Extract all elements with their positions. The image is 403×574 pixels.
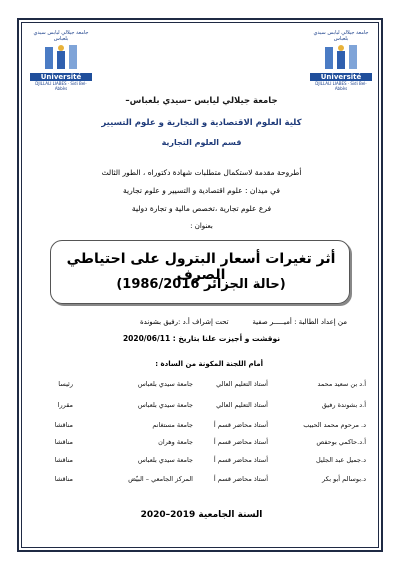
logo-brand: Université [30, 73, 92, 81]
member-name: أ.د.حاكمي بوحفص [316, 438, 366, 446]
member-rank: أستاذ التعليم العالي [216, 401, 268, 409]
thesis-title-box [50, 240, 350, 304]
thesis-purpose: أطروحة مقدمة لاستكمال متطلبات شهادة دكتوراه ، الطور الثالث [101, 168, 302, 177]
thesis-subtitle: (حالة الجزائر 1986/2016) [116, 277, 286, 292]
logo-caption: جامعة جيلالي ليابس سيدي بلعباس [33, 30, 89, 42]
defense-date: نوقشت و أجيزت علنا بتاريخ : 2020/06/11 [122, 334, 281, 343]
member-rank: أستاذ محاضر قسم أ [213, 421, 268, 429]
member-institution: جامعة مستغانم [152, 421, 193, 429]
academic-year: السنة الجامعية 2019–2020 [140, 510, 263, 520]
committee-row [0, 456, 403, 468]
committee-title: أمام اللجنة المكونة من السادة : [155, 360, 263, 368]
logo-caption: جامعة جيلالي ليابس سيدي بلعباس [313, 30, 369, 42]
committee-row [0, 401, 403, 413]
member-institution: جامعة سيدي بلعباس [137, 456, 193, 464]
thesis-title: أثر تغيرات أسعار البترول على احتياطي الصرف [66, 251, 336, 283]
member-role: مناقشا [54, 456, 73, 464]
member-rank: أستاذ محاضر قسم أ [213, 438, 268, 446]
member-name: د. مرحوم محمد الحبيب [303, 421, 366, 429]
member-name: أ.د بشوندة رفيق [321, 401, 366, 409]
member-institution: جامعة وهران [158, 438, 193, 446]
department-name: قسم العلوم التجارية [161, 138, 242, 147]
logo-sub: DJILLALI LIABES · Sidi Bel-Abbès [315, 81, 367, 91]
thesis-branch: فرع علوم تجارية ،تخصص مالية و تجارة دولية [131, 204, 272, 213]
member-name: أ.د بن سعيد محمد [317, 380, 366, 388]
university-logo-right [310, 30, 372, 100]
student-name: من إعداد الطالبة : أميـــــر صفية [252, 318, 347, 326]
member-institution: جامعة سيدي بلعباس [137, 380, 193, 388]
member-role: مقررا [57, 401, 73, 409]
member-rank: أستاذ محاضر قسم أ [213, 475, 268, 483]
thesis-field: في ميدان : علوم اقتصادية و التسيير و علوم تجارية [123, 186, 280, 195]
supervisor-name: تحت إشراف أ.د :رفيق بشوندة [140, 318, 229, 326]
member-institution: المركز الجامعي – البيّض [128, 475, 193, 483]
university-logo-left [30, 30, 92, 100]
udl-logo-icon [321, 43, 361, 73]
udl-logo-icon [41, 43, 81, 73]
university-name: جامعة جيلالي ليابس –سيدي بلعباس– [125, 96, 278, 106]
committee-row [0, 475, 403, 487]
member-role: مناقشا [54, 438, 73, 446]
member-rank: أستاذ التعليم العالي [216, 380, 268, 388]
faculty-name: كلية العلوم الاقتصادية و التجارية و علوم التسيير [101, 118, 302, 128]
committee-row [0, 438, 403, 450]
title-label: بعنوان : [190, 222, 213, 230]
member-institution: جامعة سيدي بلعباس [137, 401, 193, 409]
member-role: رئيسا [58, 380, 73, 388]
member-name: د.جميل عبد الجليل [315, 456, 366, 464]
committee-row [0, 421, 403, 433]
member-role: مناقشا [54, 421, 73, 429]
logo-brand: Université [310, 73, 372, 81]
committee-row [0, 380, 403, 392]
member-role: مناقشا [54, 475, 73, 483]
logo-sub: DJILLALI LIABES · Sidi Bel-Abbès [35, 81, 87, 91]
member-name: د.بوسالم أبو بكر [322, 475, 366, 483]
member-rank: أستاذ محاضر قسم أ [213, 456, 268, 464]
